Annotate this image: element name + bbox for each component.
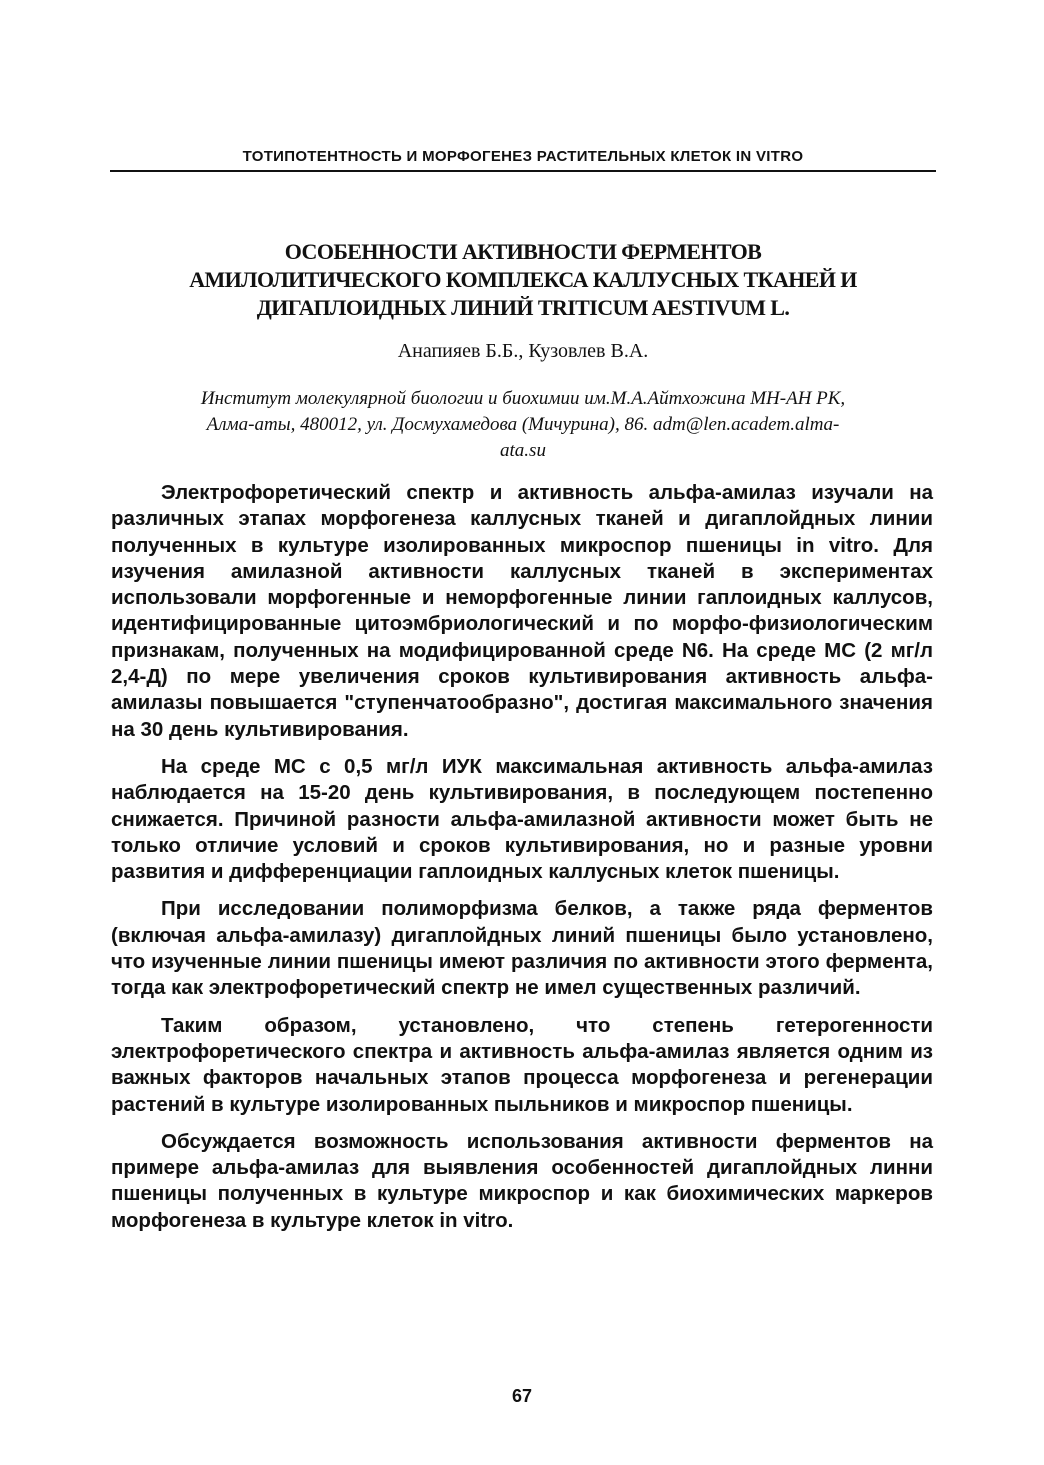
paragraph-4: Таким образом, установлено, что степень гетерогенности электрофоретического спектра и активность альфа-амилаз является одним из важных факторов начальных этапов процесса морфогенеза и регенерации растений в культуре изолированных пыльников и микроспор пшеницы. bbox=[111, 1013, 933, 1116]
affiliation bbox=[112, 386, 934, 464]
paragraph-3: При исследовании полиморфизма белков, а также ряда ферментов (включая альфа-амилазу) дигаплойдных линий пшеницы было установлено, что изученные линии пшеницы имеют различия по активности этого фермента, тогда как электрофоретический спектр не имел существенных различий. bbox=[111, 897, 933, 1000]
affiliation-line-3: ata.su bbox=[500, 440, 546, 461]
paragraph-2: На среде МС с 0,5 мг/л ИУК максимальная активность альфа-амилаз наблюдается на 15-20 день культивирования, в последующем постепенно снижается. Причиной разности альфа-амилазной активности может быть не только отличие условий и сроков культивирования, но и разные уровни развития и дифференциации гаплоидных каллусных клеток пшеницы. bbox=[111, 754, 933, 884]
paragraph-1: Электрофоретический спектр и активность альфа-амилаз изучали на различных этапах морфогенеза каллусных тканей и дигаплойдных линии полученных в культуре изолированных микроспор пшеницы in vitro. Для изучения амилазной активности каллусных тканей в экспериментах использовали морфогенные и неморфогенные линии гаплоидных каллусов, идентифицированные цитоэмбриологический и по морфо-физиологическим признакам, полученных на модифицированной среде N6. На среде МС (2 мг/л 2,4-Д) по мере увеличения сроков культивирования активность альфа-амилазы повышается "ступенчатообразно", достигая максимального значения на 30 день культивирования. bbox=[111, 481, 933, 741]
running-header: ТОТИПОТЕНТНОСТЬ И МОРФОГЕНЕЗ РАСТИТЕЛЬНЫХ КЛЕТОК IN VITRO bbox=[110, 148, 936, 172]
title-line-3: ДИГАПЛОИДНЫХ ЛИНИЙ TRITICUM AESTIVUM L. bbox=[256, 295, 790, 320]
paragraph-5: Обсуждается возможность использования активности ферментов на примере альфа-амилаз для выявления особенностей дигаплойдных линни пшеницы полученных в культуре микроспор и как биохимических маркеров морфогенеза в культуре клеток in vitro. bbox=[111, 1129, 933, 1232]
article-title bbox=[110, 238, 936, 322]
affiliation-line-2: Алма-аты, 480012, ул. Досмухамедова (Мичурина), 86. adm@len.academ.alma- bbox=[206, 414, 840, 435]
article-body bbox=[111, 480, 933, 1245]
affiliation-line-1: Институт молекулярной биологии и биохимии им.М.А.Айтхожина МН-АН РК, bbox=[200, 388, 846, 409]
title-line-2: АМИЛОЛИТИЧЕСКОГО КОМПЛЕКСА КАЛЛУСНЫХ ТКАНЕЙ И bbox=[189, 267, 857, 292]
title-line-1: ОСОБЕННОСТИ АКТИВНОСТИ ФЕРМЕНТОВ bbox=[284, 239, 762, 264]
authors: Анапияев Б.Б., Кузовлев В.А. bbox=[397, 340, 649, 362]
page-number: 67 bbox=[511, 1386, 533, 1406]
